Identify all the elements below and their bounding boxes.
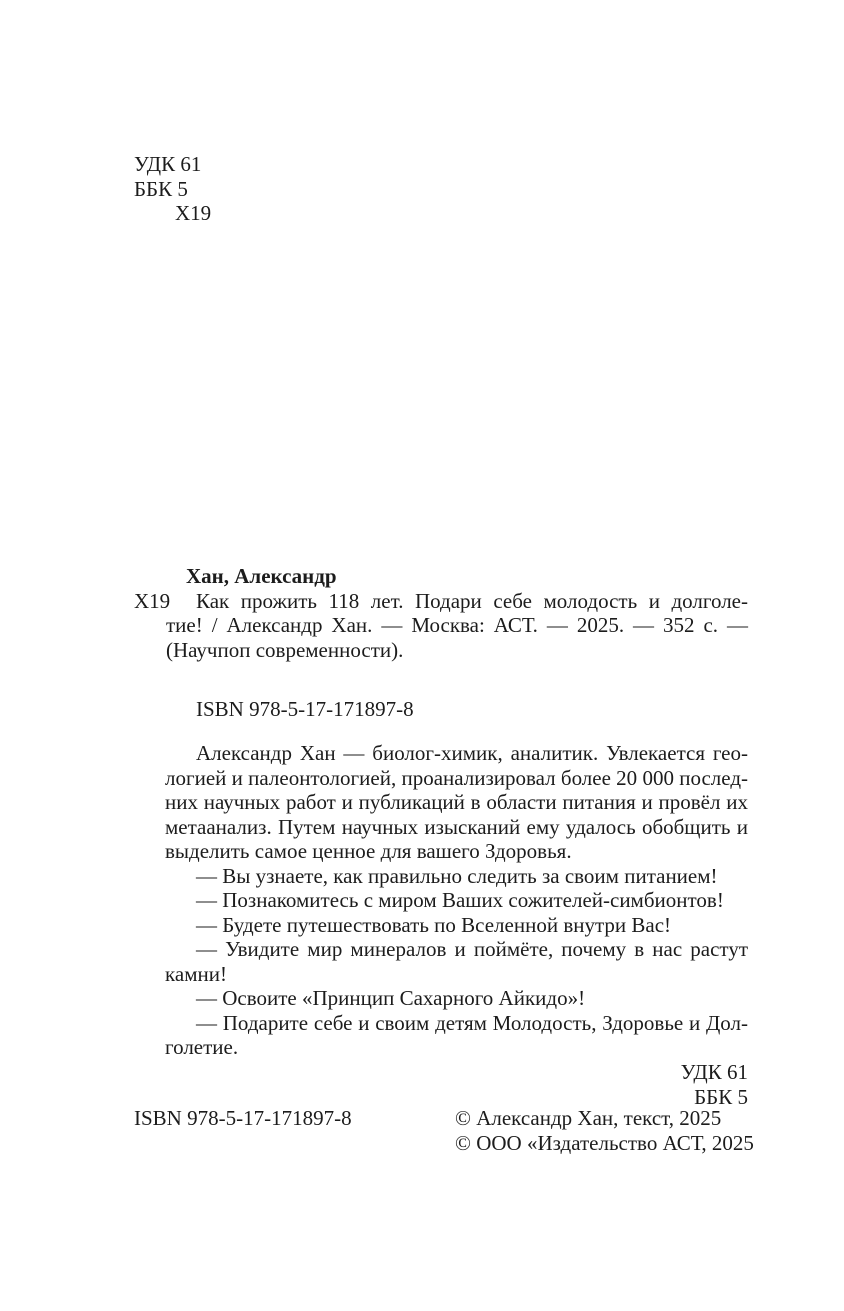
copyright-block	[455, 1106, 754, 1155]
catalog-card-line-2: тие! / Александр Хан. — Москва: АСТ. — 2025. — 352 с. —	[166, 613, 748, 637]
top-codes-block	[134, 152, 211, 226]
annotation-block	[165, 741, 748, 1060]
catalog-card-line-3: (Научпоп современности).	[166, 637, 404, 662]
annotation-bullet: — Подарите себе и своим детям Молодость, Здоровье и Дол-	[196, 1010, 748, 1035]
copyright-author: © Александр Хан, текст, 2025	[455, 1106, 722, 1130]
isbn-footer: ISBN 978-5-17-171897-8	[134, 1106, 352, 1130]
copyright-publisher: © ООО «Издательство АСТ, 2025	[455, 1130, 754, 1155]
annotation-bullet: — Освоите «Принцип Сахарного Айкидо»!	[196, 986, 586, 1010]
bbk-code-bottom: ББК 5	[694, 1084, 748, 1109]
catalog-card	[134, 564, 748, 662]
catalog-title-text: Как прожить 118 лет. Подари себе молодость и долголе-	[196, 588, 748, 613]
catalog-author-sign: Х19	[134, 588, 171, 613]
annotation-bullet: — Познакомитесь с миром Ваших сожителей-симбионтов!	[196, 888, 724, 912]
annotation-bullet: — Будете путешествовать по Вселенной внутри Вас!	[196, 912, 672, 937]
annotation-line: метаанализ. Путем научных изысканий ему удалось обобщить и	[165, 814, 748, 839]
annotation-line: логией и палеонтологией, проанализировал более 20 000 послед-	[165, 765, 748, 790]
udk-code: УДК 61	[134, 152, 202, 176]
annotation-line: них научных работ и публикаций в области питания и провёл их	[165, 790, 748, 814]
annotation-bullet: — Увидите мир минералов и поймёте, почему в нас растут	[196, 937, 748, 961]
catalog-author-heading: Хан, Александр	[186, 564, 337, 588]
udk-code-bottom: УДК 61	[680, 1060, 748, 1084]
catalog-card-line-1	[134, 589, 748, 614]
annotation-line: камни!	[165, 961, 227, 986]
author-sign: Х19	[175, 201, 212, 225]
bbk-code: ББК 5	[134, 176, 188, 201]
annotation-line: выделить самое ценное для вашего Здоровья.	[165, 839, 572, 863]
isbn-middle: ISBN 978-5-17-171897-8	[196, 697, 414, 721]
annotation-bullet: — Вы узнаете, как правильно следить за своим питанием!	[196, 863, 718, 888]
annotation-line: Александр Хан — биолог-химик, аналитик. Увлекается гео-	[196, 741, 748, 765]
annotation-line: голетие.	[165, 1035, 239, 1059]
bottom-codes-block	[134, 1060, 748, 1109]
